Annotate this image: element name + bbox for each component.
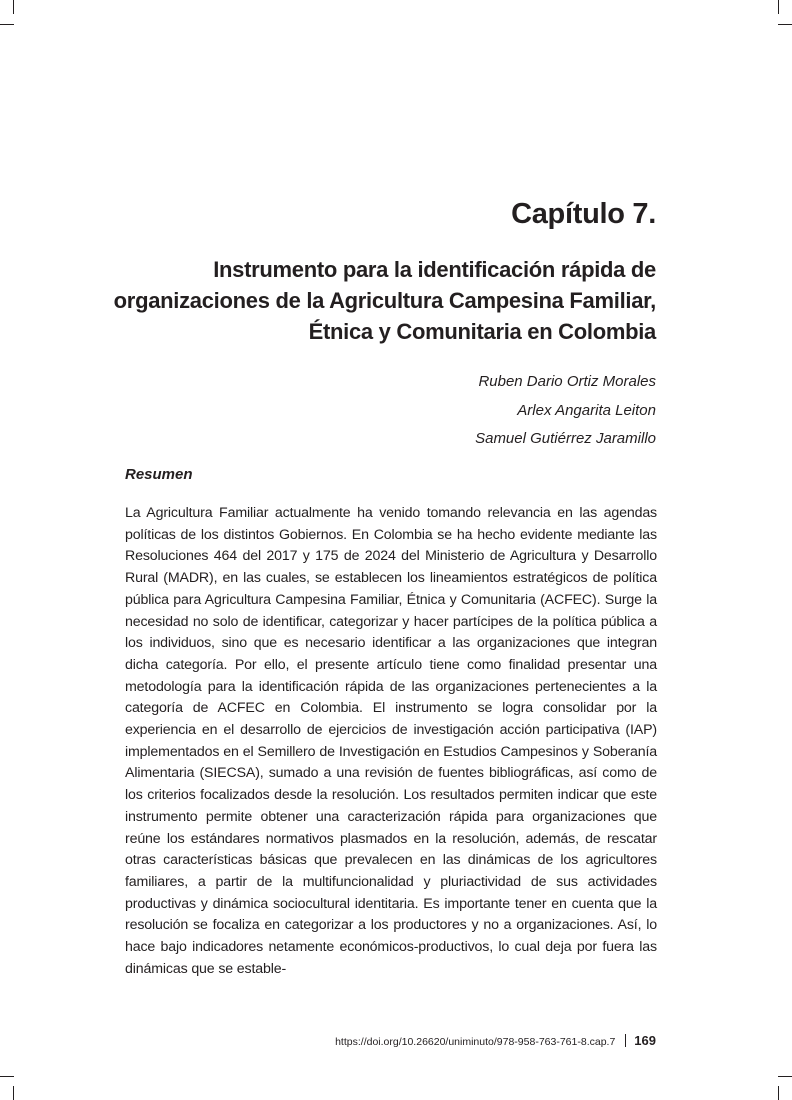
doi-link[interactable]: https://doi.org/10.26620/uniminuto/978-958-763-761-8.cap.7 (335, 1036, 616, 1048)
chapter-title: Instrumento para la identificación rápida de organizaciones de la Agricultura Campesina Familiar, Étnica y Comunitaria en Colombia (113, 257, 656, 344)
page-number: 169 (634, 1033, 656, 1048)
crop-mark (13, 0, 14, 14)
author-name: Ruben Dario Ortiz Morales (478, 373, 656, 390)
abstract-heading: Resumen (125, 466, 193, 483)
author-name: Arlex Angarita Leiton (517, 401, 656, 419)
crop-mark (0, 1076, 14, 1077)
crop-mark (778, 24, 792, 25)
page-footer (335, 1033, 656, 1048)
abstract-body: La Agricultura Familiar actualmente ha venido tomando relevancia en las agendas políticas de los distintos Gobiernos. En Colombia se ha hecho evidente mediante las Resoluciones 464 del 2017 y 175 de 2024 del Ministerio de Agricultura y Desarrollo Rural (MADR), en las cuales, se establecen los lineamientos estratégicos de política pública para Agricultura Campesina Familiar, Étnica y Comunitaria (ACFEC). Surge la necesidad no solo de identificar, categorizar y hacer partícipes de la política pública a los individuos, sino que es necesario identificar a las organizaciones que integran dicha categoría. Por ello, el presente artículo tiene como finalidad presentar una metodología para la identificación rápida de las organizaciones pertenecientes a la categoría de ACFEC en Colombia. El instrumento se logra consolidar por la experiencia en el desarrollo de ejercicios de investigación acción participativa (IAP) implementados en el Semillero de Investigación en Estudios Campesinos y Soberanía Alimentaria (SIECSA), sumado a una revisión de fuentes bibliográficas, así como de los criterios focalizados desde la resolución. Los resultados permiten indicar que este instrumento permite obtener una caracterización rápida para organizaciones que reúne los estándares normativos plasmados en la resolución, además, de rescatar otras características básicas que prevalecen en las dinámicas de los agricultores familiares, a partir de la multifuncionalidad y pluriactividad de sus actividades productivas y dinámica sociocultural identitaria. Es importante tener en cuenta que la resolución se focaliza en categorizar a los productores y no a organizaciones. Así, lo hace bajo indicadores netamente económicos-productivos, lo cual deja por fuera las dinámicas que se estable- (125, 505, 657, 977)
crop-mark (778, 1076, 792, 1077)
author-list (475, 368, 656, 454)
crop-mark (778, 1086, 779, 1100)
crop-mark (778, 0, 779, 14)
author-name: Samuel Gutiérrez Jaramillo (475, 430, 656, 447)
footer-divider (625, 1034, 626, 1047)
crop-mark (0, 24, 14, 25)
chapter-label: Capítulo 7. (511, 198, 656, 230)
crop-mark (13, 1086, 14, 1100)
